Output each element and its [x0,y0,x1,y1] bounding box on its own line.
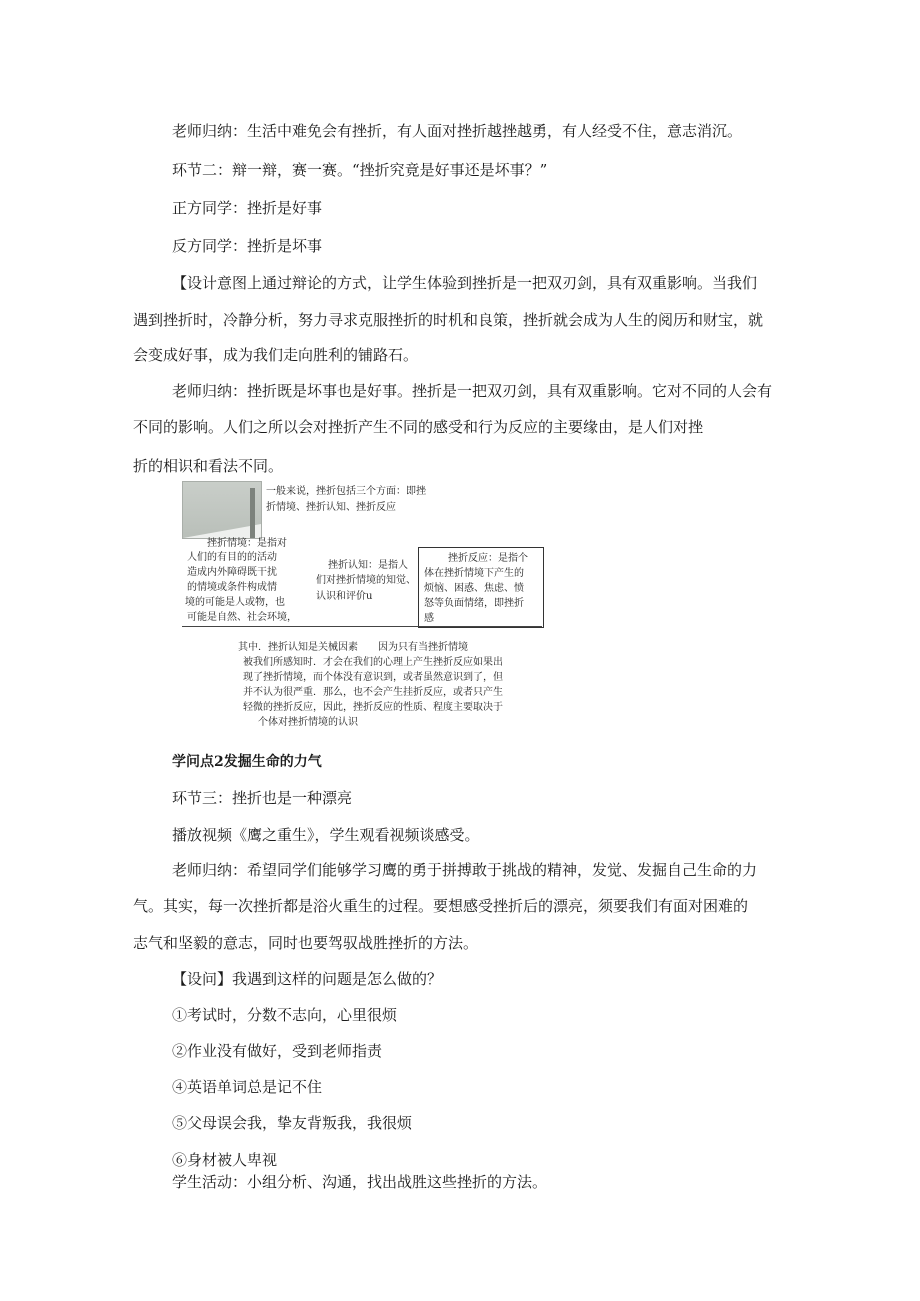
note-line: 现了挫折情境，而个体没有意识到，或者虽然意识到了，但 [243,672,503,683]
diagram-intro-2: 折情境、挫折认知、挫折反应 [266,502,396,513]
diagram-photo-post [250,488,255,538]
diagram-intro-1: 一般来说，挫折包括三个方面：即挫 [266,486,426,497]
question-item: ①考试时，分数不志向，心里很烦 [172,1006,398,1024]
cognition-line: 认识和评价u [316,591,373,602]
video-line: 播放视频《鹰之重生》，学生观看视频谈感受。 [172,826,480,844]
note-line: 被我们所感知时．才会在我们的心理上产生挫折反应如果出 [243,657,503,668]
note-line: 轻微的挫折反应，因此，挫折反应的性质、程度主要取决于 [243,702,503,713]
reaction-box [418,547,544,628]
eagle-summary-line-3: 志气和坚毅的意志，同时也要驾驭战胜挫折的方法。 [133,934,479,952]
situation-line: 造成内外障碍既干扰 [187,567,277,578]
teacher-summary-line-3: 折的相识和看法不同。 [133,457,284,475]
negative-line: 反方同学：挫折是坏事 [172,237,323,255]
situation-line: 挫折情境：是指对 [207,538,287,549]
situation-line: 可能是自然、社会环境， [187,612,297,623]
student-activity-line: 学生活动：小组分析、沟通，找出战胜这些挫折的方法。 [172,1173,548,1191]
segment-three-title: 环节三：挫折也是一种漂亮 [172,789,353,807]
affirmative-line: 正方同学：挫折是好事 [172,199,323,217]
situation-line: 的情境或条件构成情 [187,582,277,593]
reaction-line: 怒等负面情绪，即挫折 [424,598,524,609]
situation-line: 境的可能是人或物，也 [185,597,285,608]
eagle-summary-line-1: 老师归纳：希望同学们能够学习鹰的勇于拼搏敢于挑战的精神，发觉、发掘自己生命的力 [172,861,758,879]
design-intent-line-3: 会变成好事，成为我们走向胜利的铺路石。 [133,346,419,364]
section-heading: 学问点2发掘生命的力气 [172,754,322,770]
eagle-summary-line-2: 气。其实，每一次挫折都是浴火重生的过程。要想感受挫折后的漂亮，须要我们有面对困难的 [133,897,749,915]
diagram-photo [182,481,262,539]
design-intent-line-2: 遇到挫折时，冷静分析，努力寻求克服挫折的时机和良策，挫折就会成为人生的阅历和财宝，就 [133,311,764,329]
cognition-line: 挫折认知：是指人 [328,560,408,571]
question-item: ⑤父母误会我，挚友背叛我，我很烦 [172,1114,413,1132]
segment-two-title: 环节二：辩一辩，赛一赛。“挫折究竟是好事还是坏事？” [172,161,548,179]
summary-paragraph: 老师归纳：生活中难免会有挫折，有人面对挫折越挫越勇，有人经受不住，意志消沉。 [172,122,743,140]
design-intent-line-1: 【设计意图上通过辩论的方式，让学生体验到挫折是一把双刃剑，具有双重影响。当我们 [172,274,758,292]
situation-line: 人们的有目的的活动 [187,552,277,563]
note-line: 个体对挫折情境的认识 [258,717,358,728]
question-item: ④英语单词总是记不住 [172,1078,323,1096]
reaction-line: 感 [424,613,434,624]
question-line: 【设问】我遇到这样的问题是怎么做的？ [172,970,443,988]
diagram-bracket [182,626,542,627]
question-item: ⑥身材被人卑视 [172,1151,278,1169]
reaction-line: 烦恼、困惑、焦虑、愤 [424,583,524,594]
question-item: ②作业没有做好，受到老师指责 [172,1042,383,1060]
teacher-summary-line-2: 不同的影响。人们之所以会对挫折产生不同的感受和行为反应的主要缘由，是人们对挫 [133,418,704,436]
note-line: 其中．挫折认知是关械因素 因为只有当挫折情境 [238,642,468,653]
note-line: 并不认为很严重．那么，也不会产生挂折反应，或者只产生 [243,687,503,698]
cognition-line: 们对挫折情境的知觉、 [316,575,416,586]
reaction-line: 挫折反应：是指个 [448,553,528,564]
reaction-line: 体在挫折情境下产生的 [424,568,524,579]
teacher-summary-line-1: 老师归纳：挫折既是坏事也是好事。挫折是一把双刃剑，具有双重影响。它对不同的人会有 [172,382,773,400]
